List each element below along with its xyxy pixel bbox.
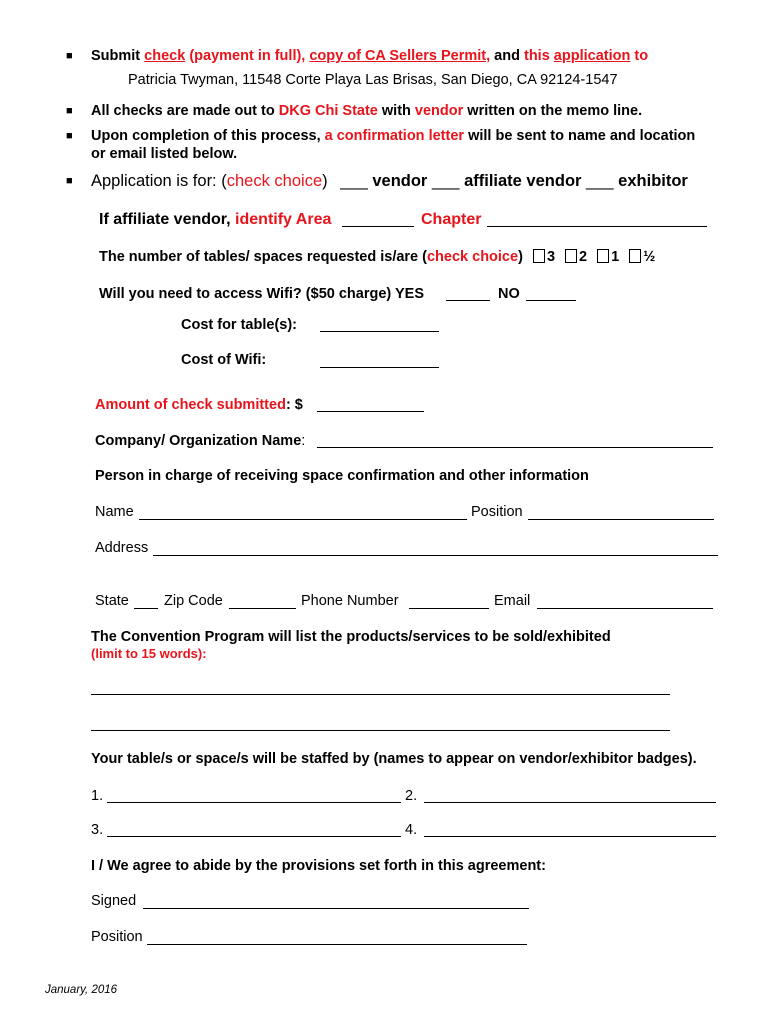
program-limit: (limit to 15 words): xyxy=(91,646,207,661)
name-field[interactable] xyxy=(139,519,467,520)
signer-position-label: Position xyxy=(91,929,143,945)
application-type-row: Application is for: (check choice) ___ vendor ___ affiliate vendor ___ exhibitor xyxy=(91,172,688,190)
staff-4-field[interactable] xyxy=(424,836,716,837)
amount-row: Amount of check submitted: $ xyxy=(95,397,303,413)
bullet-icon: ■ xyxy=(66,50,73,62)
agreement-text: I / We agree to abide by the provisions set forth in this agreement: xyxy=(91,858,546,874)
staff-3-field[interactable] xyxy=(107,836,401,837)
tables-half-checkbox[interactable] xyxy=(629,249,641,263)
staff-2-label: 2. xyxy=(405,788,418,804)
company-row: Company/ Organization Name: xyxy=(95,433,306,449)
amount-field[interactable] xyxy=(317,411,424,412)
mailing-address: Patricia Twyman, 11548 Corte Playa Las Brisas, San Diego, CA 92124-1547 xyxy=(128,72,618,88)
tables-3-checkbox[interactable] xyxy=(533,249,545,263)
tables-row: The number of tables/ spaces requested is/are (check choice) 3 2 1 ½ xyxy=(99,249,656,265)
completion-instruction: Upon completion of this process, a confirmation letter will be sent to name and location xyxy=(91,128,696,144)
sellers-permit-text: copy of CA Sellers Permit, xyxy=(309,48,491,64)
staff-2-field[interactable] xyxy=(424,802,716,803)
staff-1-label: 1. xyxy=(91,788,104,804)
program-heading: The Convention Program will list the products/services to be sold/exhibited xyxy=(91,629,611,645)
staff-4-label: 4. xyxy=(405,822,418,838)
position-label: Position xyxy=(471,504,523,520)
zip-label: Zip Code xyxy=(164,593,223,609)
address-field[interactable] xyxy=(153,555,718,556)
tables-2-checkbox[interactable] xyxy=(565,249,577,263)
chapter-label: Chapter xyxy=(421,211,482,228)
zip-field[interactable] xyxy=(229,608,296,609)
exhibitor-blank[interactable]: ___ xyxy=(586,172,614,190)
signed-label: Signed xyxy=(91,893,137,909)
affiliate-row: If affiliate vendor, identify Area xyxy=(99,211,332,228)
state-label: State xyxy=(95,593,129,609)
vendor-blank[interactable]: ___ xyxy=(340,172,368,190)
area-field[interactable] xyxy=(342,226,414,227)
staffed-heading: Your table/s or space/s will be staffed by (names to appear on vendor/exhibitor badges). xyxy=(91,751,697,767)
check-link: check xyxy=(144,48,186,64)
cost-wifi-field[interactable] xyxy=(320,367,439,368)
cost-tables-label: Cost for table(s): xyxy=(181,317,297,333)
bullet-icon: ■ xyxy=(66,105,73,117)
wifi-no-field[interactable] xyxy=(526,300,576,301)
company-field[interactable] xyxy=(317,447,713,448)
person-heading: Person in charge of receiving space confirmation and other information xyxy=(95,468,589,484)
chapter-field[interactable] xyxy=(487,226,707,227)
wifi-label: Will you need to access Wifi? ($50 charge) YES xyxy=(99,286,425,302)
bullet-icon: ■ xyxy=(66,175,73,187)
phone-label: Phone Number xyxy=(301,593,399,609)
state-field[interactable] xyxy=(134,608,158,609)
cost-wifi-label: Cost of Wifi: xyxy=(181,352,267,368)
wifi-yes-field[interactable] xyxy=(446,300,490,301)
position-field[interactable] xyxy=(528,519,714,520)
name-label: Name xyxy=(95,504,134,520)
signature-field[interactable] xyxy=(143,908,529,909)
tables-1-checkbox[interactable] xyxy=(597,249,609,263)
bullet-icon: ■ xyxy=(66,130,73,142)
footer-date: January, 2016 xyxy=(45,984,118,996)
program-line-1[interactable] xyxy=(91,694,670,695)
checks-instruction: All checks are made out to DKG Chi State with vendor written on the memo line. xyxy=(91,103,643,119)
email-label: Email xyxy=(494,593,531,609)
wifi-no-label: NO xyxy=(498,286,520,302)
affiliate-blank[interactable]: ___ xyxy=(431,172,460,190)
staff-3-label: 3. xyxy=(91,822,104,838)
email-field[interactable] xyxy=(537,608,713,609)
phone-field[interactable] xyxy=(409,608,489,609)
staff-1-field[interactable] xyxy=(107,802,401,803)
program-line-2[interactable] xyxy=(91,730,670,731)
submit-instruction: Submit check (payment in full), copy of CA Sellers Permit, and this application to xyxy=(91,48,649,64)
signer-position-field[interactable] xyxy=(147,944,527,945)
cost-tables-field[interactable] xyxy=(320,331,439,332)
completion-instruction-line2: or email listed below. xyxy=(91,146,238,162)
address-label: Address xyxy=(95,540,149,556)
